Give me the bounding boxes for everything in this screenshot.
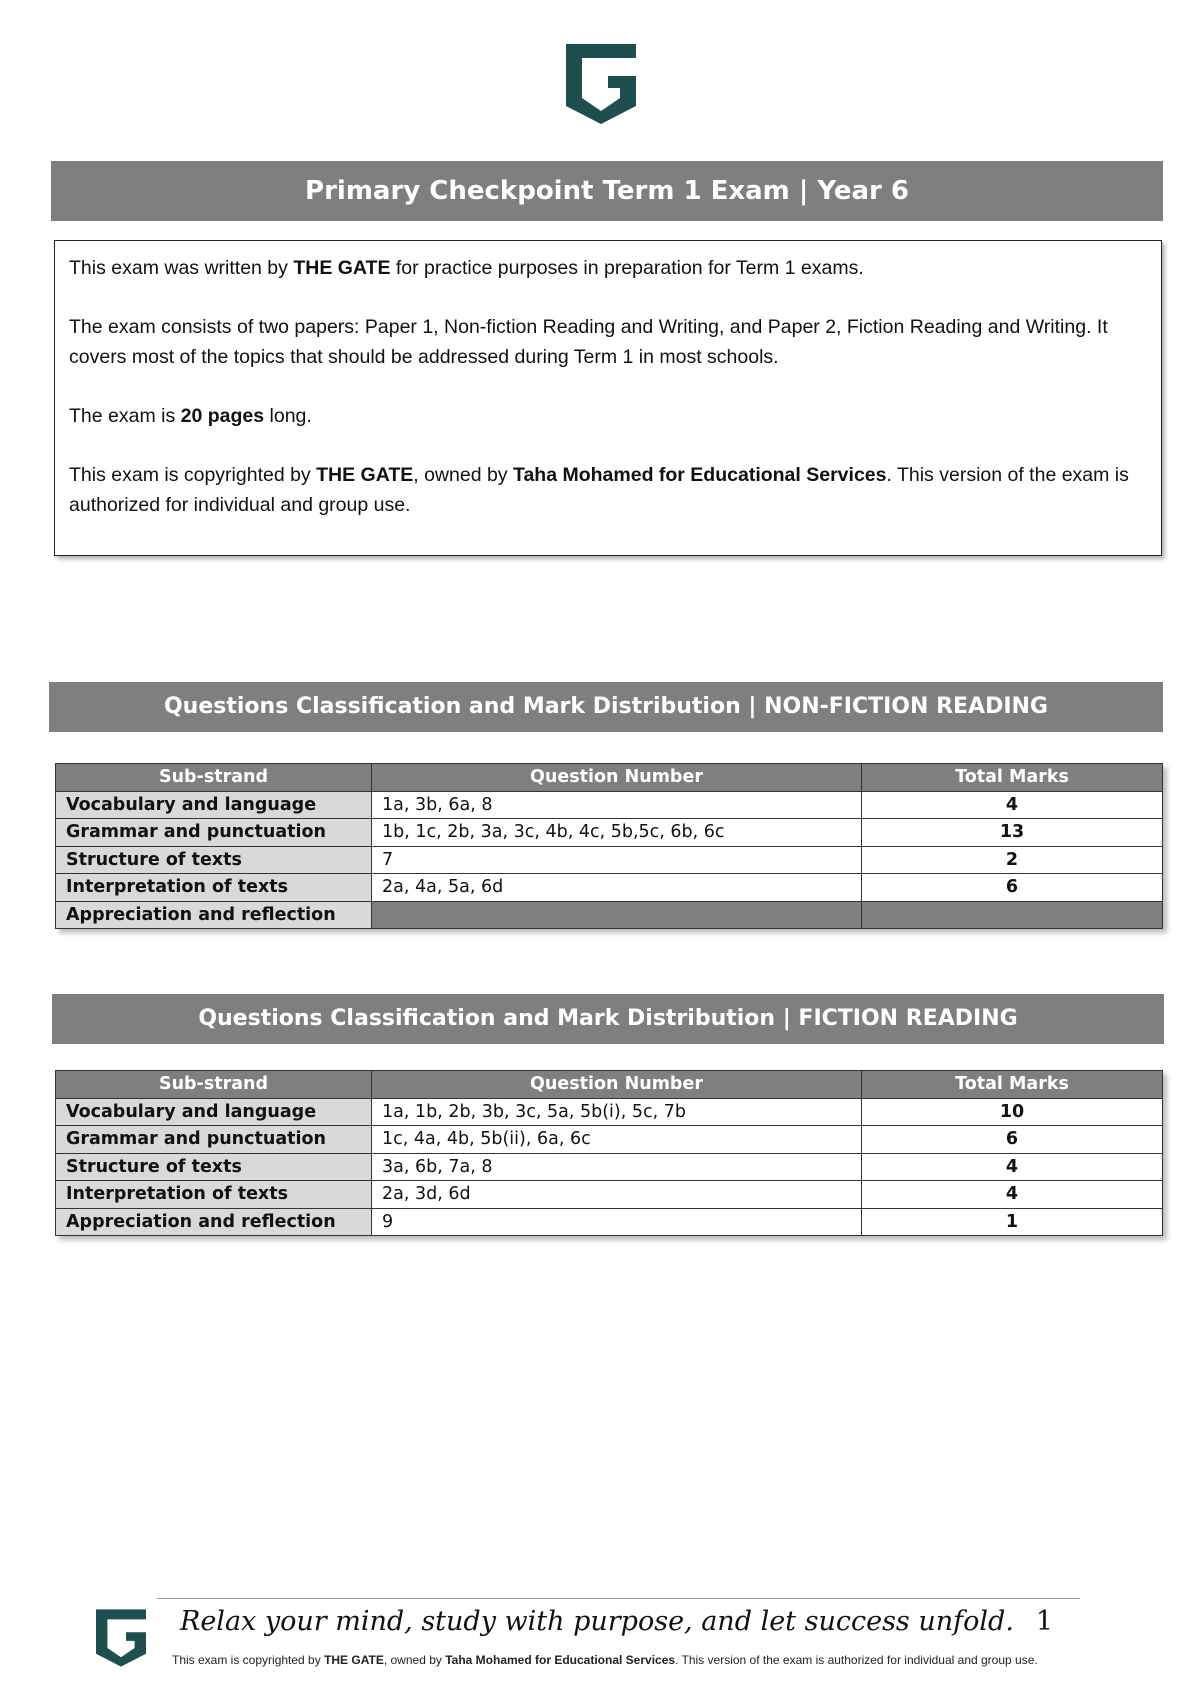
question-number-cell: [372, 901, 862, 929]
table-row: [56, 1181, 1163, 1209]
page-title: Primary Checkpoint Term 1 Exam | Year 6: [51, 161, 1163, 221]
table-header-row: [56, 764, 1163, 792]
sub-strand-cell: Appreciation and reflection: [56, 901, 372, 929]
sub-strand-cell: Grammar and punctuation: [56, 1126, 372, 1154]
total-marks-cell: 4: [862, 1181, 1163, 1209]
total-marks-cell: 13: [862, 819, 1163, 847]
total-marks-cell: 6: [862, 874, 1163, 902]
column-header: Question Number: [372, 764, 862, 792]
table-row: [56, 901, 1163, 929]
column-header: Total Marks: [862, 764, 1163, 792]
page-number: 1: [1035, 1606, 1054, 1637]
table-row: [56, 1153, 1163, 1181]
total-marks-cell: 4: [862, 791, 1163, 819]
footer-divider: [157, 1598, 1080, 1599]
sub-strand-cell: Interpretation of texts: [56, 874, 372, 902]
intro-box: [54, 240, 1162, 556]
question-number-cell: 2a, 4a, 5a, 6d: [372, 874, 862, 902]
total-marks-cell: 10: [862, 1098, 1163, 1126]
table-row: [56, 791, 1163, 819]
sub-strand-cell: Grammar and punctuation: [56, 819, 372, 847]
question-number-cell: 1a, 1b, 2b, 3b, 3c, 5a, 5b(i), 5c, 7b: [372, 1098, 862, 1126]
sub-strand-cell: Appreciation and reflection: [56, 1208, 372, 1236]
table-row: [56, 819, 1163, 847]
table-row: [56, 874, 1163, 902]
question-number-cell: 1a, 3b, 6a, 8: [372, 791, 862, 819]
nonfiction-table: [55, 763, 1163, 929]
intro-paragraph-4: This exam is copyrighted by THE GATE, owned by Taha Mohamed for Educational Services. This version of the exam is authorized for individual and group use.: [69, 464, 1129, 516]
sub-strand-cell: Vocabulary and language: [56, 791, 372, 819]
nonfiction-section-title: Questions Classification and Mark Distribution | NON-FICTION READING: [49, 682, 1163, 732]
gate-shield-logo-icon: [564, 42, 638, 126]
total-marks-cell: 6: [862, 1126, 1163, 1154]
table-header-row: [56, 1071, 1163, 1099]
footer-copyright: This exam is copyrighted by THE GATE, owned by Taha Mohamed for Educational Services. This version of the exam is authorized for individual and group use.: [172, 1653, 1038, 1667]
sub-strand-cell: Structure of texts: [56, 1153, 372, 1181]
total-marks-cell: 2: [862, 846, 1163, 874]
question-number-cell: 7: [372, 846, 862, 874]
question-number-cell: 1c, 4a, 4b, 5b(ii), 6a, 6c: [372, 1126, 862, 1154]
question-number-cell: 3a, 6b, 7a, 8: [372, 1153, 862, 1181]
gate-shield-footer-logo-icon: [94, 1608, 148, 1668]
intro-paragraph-2: The exam consists of two papers: Paper 1, Non-fiction Reading and Writing, and Paper 2, Fiction Reading and Writing. It covers most of the topics that should be addressed during Term 1 in most schools.: [69, 316, 1108, 368]
sub-strand-cell: Vocabulary and language: [56, 1098, 372, 1126]
table-row: [56, 1126, 1163, 1154]
intro-paragraph-1: This exam was written by THE GATE for practice purposes in preparation for Term 1 exams.: [69, 257, 864, 279]
fiction-section-title: Questions Classification and Mark Distribution | FICTION READING: [52, 994, 1164, 1044]
column-header: Sub-strand: [56, 1071, 372, 1099]
intro-paragraph-3: The exam is 20 pages long.: [69, 405, 312, 427]
total-marks-cell: 4: [862, 1153, 1163, 1181]
fiction-table: [55, 1070, 1163, 1236]
question-number-cell: 9: [372, 1208, 862, 1236]
total-marks-cell: [862, 901, 1163, 929]
question-number-cell: 1b, 1c, 2b, 3a, 3c, 4b, 4c, 5b,5c, 6b, 6c: [372, 819, 862, 847]
question-number-cell: 2a, 3d, 6d: [372, 1181, 862, 1209]
column-header: Question Number: [372, 1071, 862, 1099]
total-marks-cell: 1: [862, 1208, 1163, 1236]
table-row: [56, 1208, 1163, 1236]
sub-strand-cell: Structure of texts: [56, 846, 372, 874]
column-header: Total Marks: [862, 1071, 1163, 1099]
footer-slogan: Relax your mind, study with purpose, and let success unfold. 1: [180, 1606, 1054, 1637]
table-row: [56, 1098, 1163, 1126]
sub-strand-cell: Interpretation of texts: [56, 1181, 372, 1209]
table-row: [56, 846, 1163, 874]
column-header: Sub-strand: [56, 764, 372, 792]
